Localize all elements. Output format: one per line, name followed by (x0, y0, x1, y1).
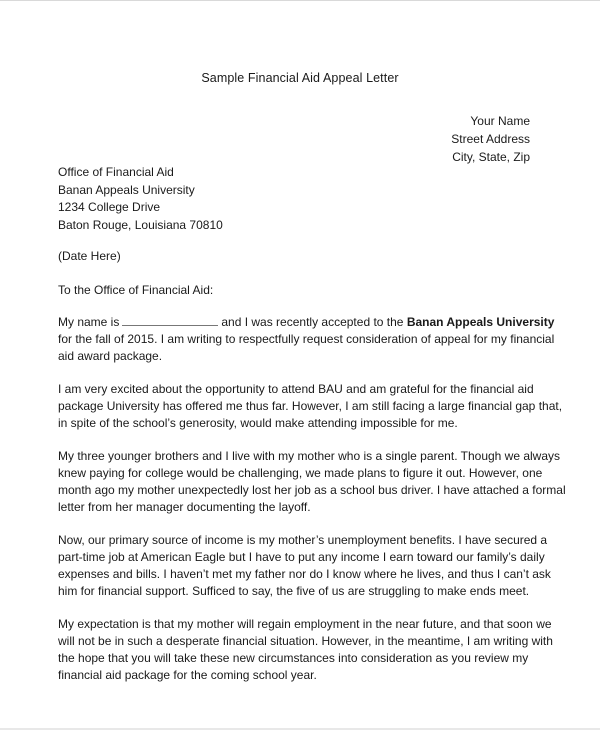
paragraph-4 (58, 532, 551, 600)
paragraph-5 (58, 616, 553, 684)
recipient-address (58, 164, 533, 234)
recipient-university: Banan Appeals University (58, 182, 195, 197)
paragraph-1 (58, 314, 555, 365)
paragraph-3 (58, 448, 566, 516)
paragraph-3-line: knew paying for college would be challenging, we made plans to figure it out. However, one (58, 466, 543, 480)
paragraph-1-line-2: for the fall of 2015. I am writing to respectfully request consideration of appeal for my financial (58, 332, 555, 346)
paragraph-2 (58, 381, 563, 432)
paragraph-2-line: package University has offered me thus far. However, I am still facing a large financial gap that, (58, 399, 563, 413)
paragraph-1-line-1 (58, 314, 555, 331)
sender-name: Your Name (470, 114, 530, 128)
name-intro: My name is (58, 315, 120, 329)
accepted-text: and I was recently accepted to the (221, 315, 404, 329)
paragraph-5-line: My expectation is that my mother will regain employment in the near future, and that soon we (58, 617, 552, 631)
sender-street: Street Address (451, 132, 530, 146)
recipient-city: Baton Rouge, Louisiana 70810 (58, 217, 223, 232)
paragraph-5-line: will not be in such a desperate financial situation. However, in the meantime, I am writing with (58, 634, 553, 648)
paragraph-3-line: letter from her manager documenting the layoff. (58, 500, 311, 514)
paragraph-3-line: My three younger brothers and I live with my mother who is a single parent. Though we always (58, 449, 561, 463)
paragraph-4-line: part-time job at American Eagle but I have to put any income I earn toward our family’s daily (58, 550, 545, 564)
paragraph-1-line-3: aid award package. (58, 349, 163, 363)
paragraph-4-line: him for financial support. Sufficed to say, the five of us are struggling to make ends meet. (58, 584, 530, 598)
recipient-office: Office of Financial Aid (58, 165, 174, 179)
name-blank-line (122, 314, 218, 326)
paragraph-3-line: month ago my mother unexpectedly lost her job as a school bus driver. I have attached a formal (58, 483, 566, 497)
paragraph-2-line: I am very excited about the opportunity to attend BAU and am grateful for the financial aid (58, 382, 534, 396)
letter-title: Sample Financial Aid Appeal Letter (201, 71, 399, 85)
paragraph-4-line: expenses and bills. I haven’t met my father nor do I know where he lives, and thus I can’t ask (58, 567, 551, 581)
paragraph-2-line: in spite of the school’s generosity, would make attending impossible for me. (58, 416, 458, 430)
letter-date: (Date Here) (58, 249, 121, 263)
sender-city: City, State, Zip (452, 150, 530, 164)
salutation: To the Office of Financial Aid: (58, 283, 214, 297)
recipient-street: 1234 College Drive (58, 200, 161, 214)
paragraph-5-line: the hope that you will take these new circumstances into consideration as you review my (58, 651, 529, 665)
sender-address (451, 112, 530, 166)
paragraph-5-line: financial aid package for the coming school year. (58, 668, 317, 682)
university-name-bold: Banan Appeals University (406, 315, 555, 329)
paragraph-4-line: Now, our primary source of income is my mother’s unemployment benefits. I have secured a (58, 533, 548, 547)
